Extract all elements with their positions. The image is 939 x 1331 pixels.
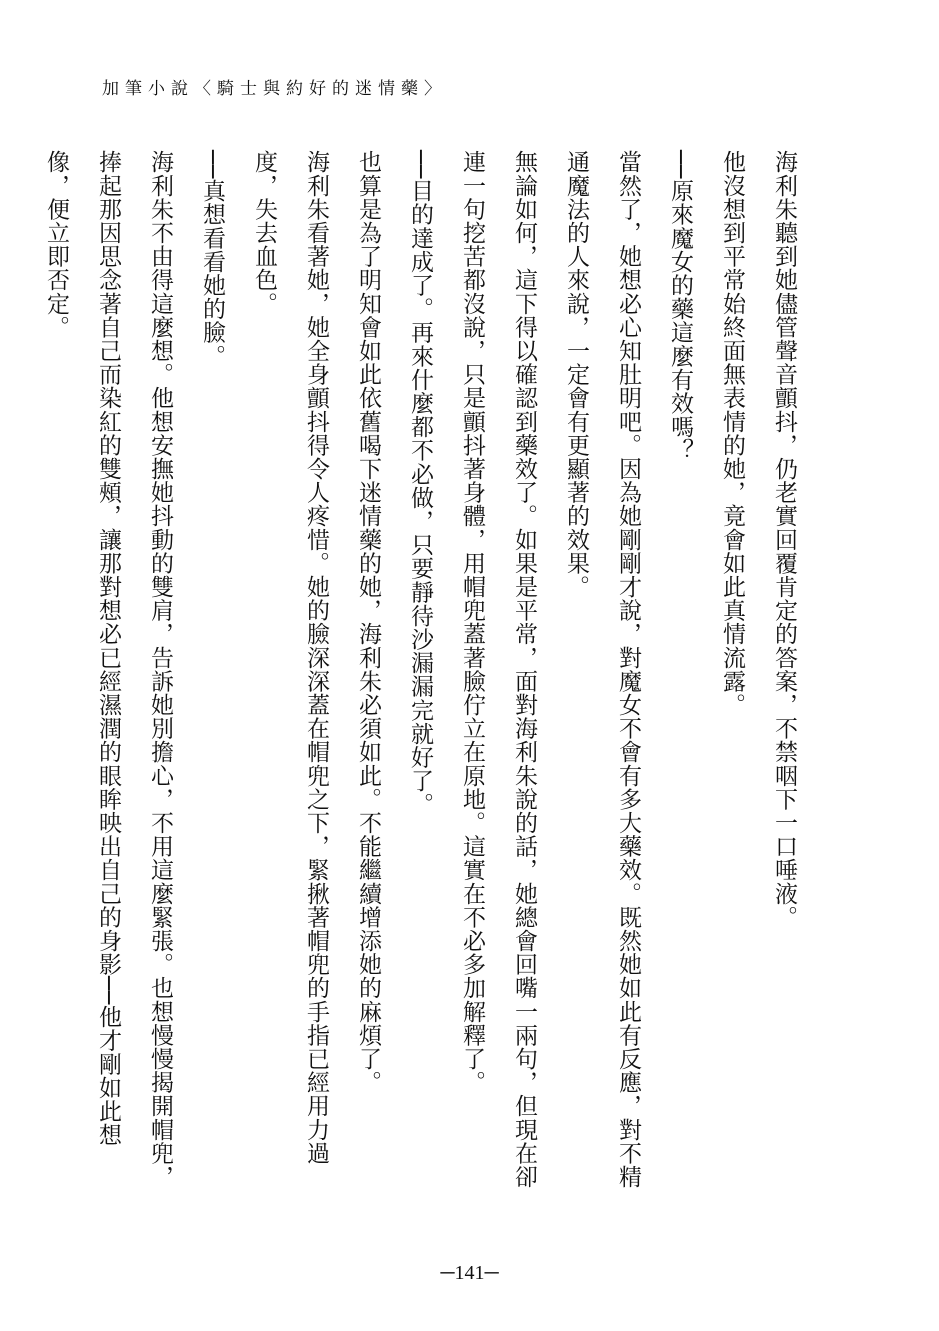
paragraph: ──原來魔女的藥這麼有效嗎？ xyxy=(667,150,693,463)
body-text xyxy=(43,150,810,1190)
page-number: ─141─ xyxy=(440,1262,499,1284)
paragraph: 海利朱不由得這麼想。他想安撫她抖動的雙肩，告訴她別擔心，不用這麼緊張。也想慢慢揭開帽兜，捧起那因思念著自己而染紅的雙頰，讓那對想必已經濕潤的眼眸映出自己的身影──他才剛如此想像，便立即否定。 xyxy=(43,150,173,1189)
running-header: 加筆小說〈騎士與約好的迷情藥〉 xyxy=(102,79,447,99)
paragraph: 無論如何，這下得以確認到藥效了。如果是平常，面對海利朱說的話，她總會回嘴一兩句，但現在卻連一句挖苦都沒說，只是顫抖著身體，用帽兜蓋著臉佇立在原地。這實在不必多加解釋了。 xyxy=(459,150,537,1189)
paragraph: ──目的達成了。再來什麼都不必做，只要靜待沙漏漏完就好了。 xyxy=(407,150,433,817)
paragraph: 海利朱看著她，她全身顫抖得令人疼惜。她的臉深深蓋在帽兜之下，緊揪著帽兜的手指已經用力過度，失去血色。 xyxy=(251,150,329,1165)
paragraph: 海利朱聽到她儘管聲音顫抖，仍老實回覆肯定的答案，不禁咽下一口唾液。 xyxy=(771,150,797,929)
paragraph: 他沒想到平常始終面無表情的她，竟會如此真情流露。 xyxy=(719,150,745,717)
paragraph: 當然了，她想必心知肚明吧。因為她剛剛才說，對魔女不會有多大藥效。既然她如此有反應，對不精通魔法的人來說，一定會有更顯著的效果。 xyxy=(563,150,641,1189)
paragraph: ──真想看看她的臉。 xyxy=(199,150,225,368)
paragraph: 也算是為了明知會如此依舊喝下迷情藥的她，海利朱必須如此。不能繼續增添她的麻煩了。 xyxy=(355,150,381,1094)
